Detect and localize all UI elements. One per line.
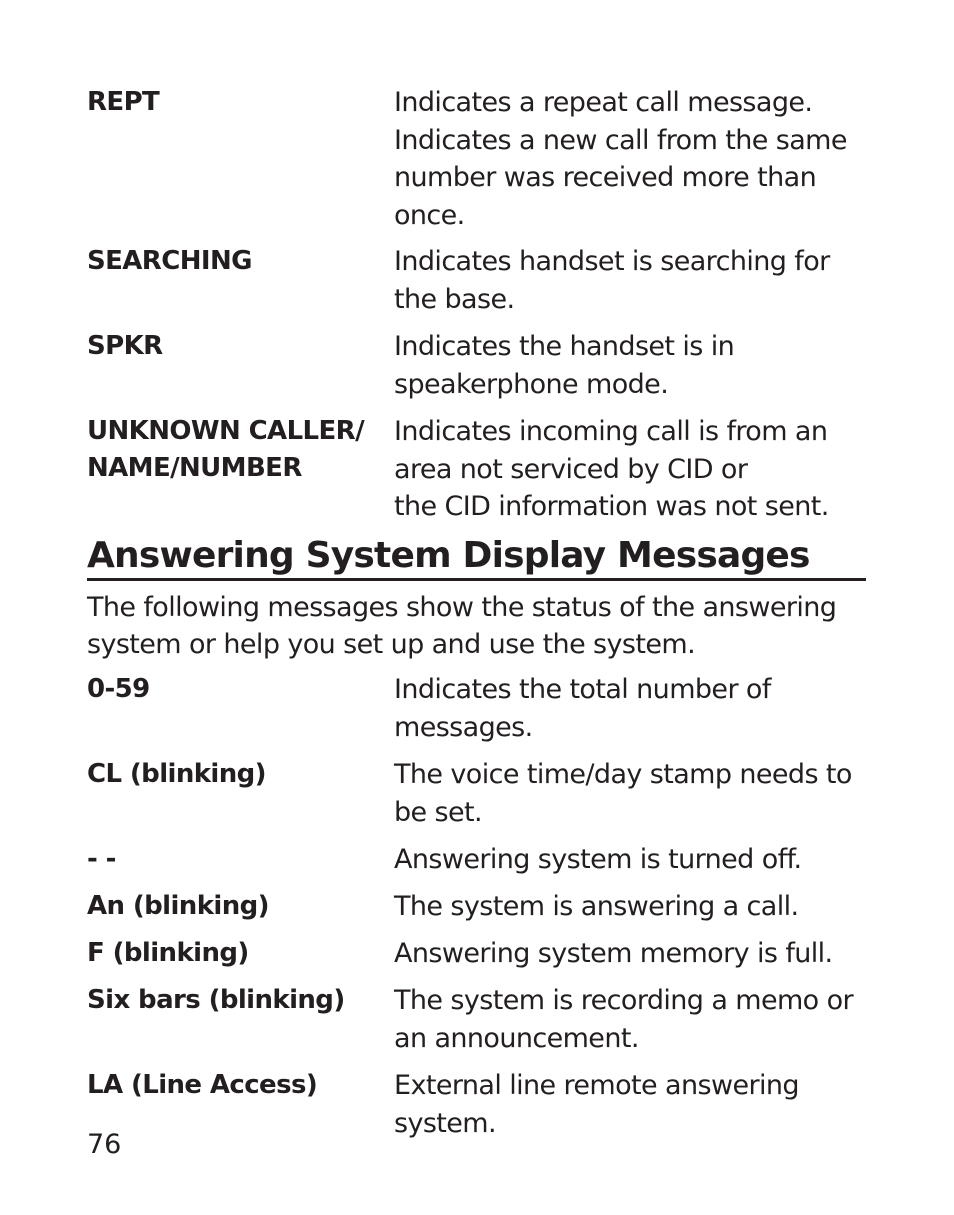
message-description: The system is answering a call. [394, 891, 799, 922]
message-description: Answering system memory is full. [394, 938, 833, 969]
message-description: Indicates the handset is in speakerphone mode. [394, 331, 735, 400]
message-term: LA (Line Access) [87, 1070, 318, 1100]
message-term: REPT [87, 87, 160, 117]
message-term: UNKNOWN CALLER/ NAME/NUMBER [87, 416, 364, 483]
message-description: Indicates handset is searching for the base. [394, 246, 830, 315]
page-number: 76 [87, 1129, 122, 1160]
message-term: 0-59 [87, 674, 150, 704]
message-description: The system is recording a memo or an announcement. [394, 985, 853, 1054]
message-description: Indicates incoming call is from an area not serviced by CID or the CID information was not sent. [394, 416, 829, 522]
message-term: SEARCHING [87, 246, 252, 276]
message-term: F (blinking) [87, 938, 249, 968]
section-intro: The following messages show the status of the answering system or help you set up and use the system. [87, 592, 837, 660]
message-description: External line remote answering system. [394, 1070, 799, 1139]
message-term: SPKR [87, 331, 163, 361]
message-term: CL (blinking) [87, 759, 266, 789]
message-term: Six bars (blinking) [87, 985, 345, 1015]
message-term: - - [87, 844, 116, 874]
message-description: Indicates the total number of messages. [394, 674, 771, 743]
message-term: An (blinking) [87, 891, 269, 921]
message-description: Indicates a repeat call message. Indicates a new call from the same number was received more than once. [394, 87, 847, 231]
message-description: Answering system is turned off. [394, 844, 802, 875]
section-title: Answering System Display Messages [87, 530, 866, 581]
message-description: The voice time/day stamp needs to be set. [394, 759, 852, 828]
